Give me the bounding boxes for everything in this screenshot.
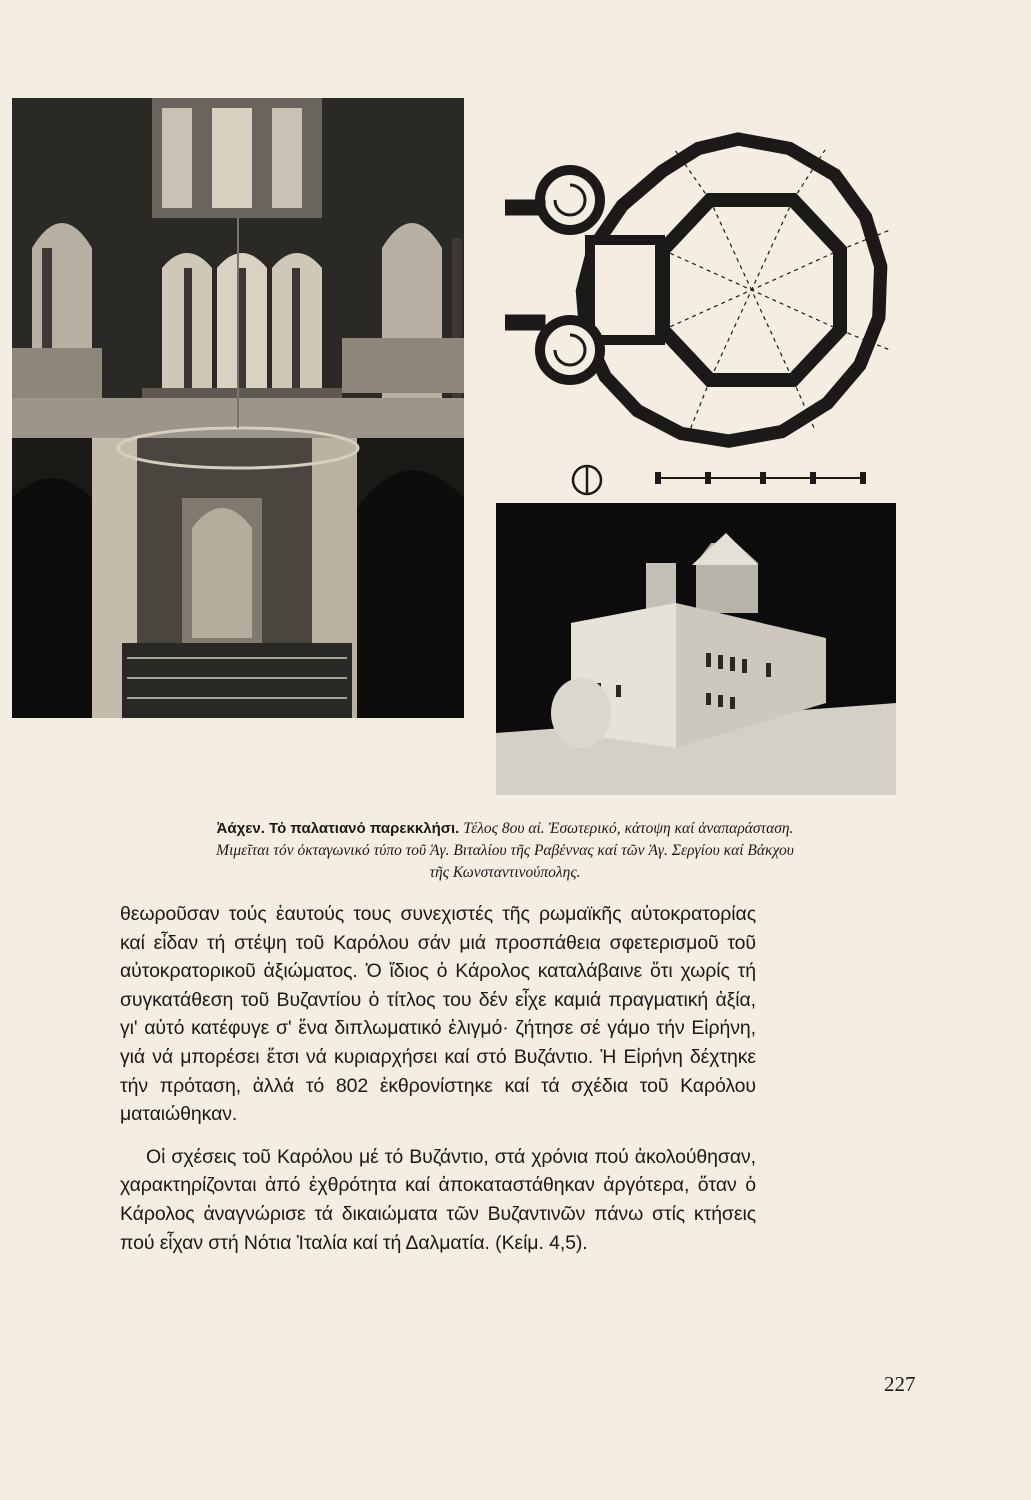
paragraph-2: Οἱ σχέσεις τοῦ Καρόλου μέ τό Βυζάντιο, στά χρόνια πού ἀκολούθησαν, χαρακτηρίζονται ἀπό ἐχθρότητα καί ἀποκαταστάθηκαν ἀργότερα, ὅταν ὁ Κάρολος ἀναγνώρισε τά δικαιώματα τῶν Βυζαντινῶν πάνω στίς κτήσεις πού εἶχαν στή Νότια Ἰταλία καί τή Δαλματία. (Κείμ. 4,5). <box>120 1145 756 1254</box>
page-number: 227 <box>884 1372 916 1396</box>
caption-line-3: τῆς Κωνσταντινούπολης. <box>429 864 581 881</box>
body-text <box>120 900 756 1257</box>
caption-line-1-rest: Τέλος 8ου αἰ. Ἐσωτερικό, κάτοψη καί ἀναπαράσταση. <box>463 820 794 837</box>
caption-line-2: Μιμεῖται τόν ὀκταγωνικό τύπο τοῦ Ἁγ. Βιταλίου τῆς Ραβέννας καί τῶν Ἁγ. Σεργίου καί Βάκχου <box>216 842 794 859</box>
figure-caption <box>120 818 890 884</box>
caption-line-1 <box>120 818 890 840</box>
caption-title: Ἀάχεν. Τό παλατιανό παρεκκλήσι. <box>216 820 460 837</box>
paragraph-1: θεωροῦσαν τούς ἑαυτούς τους συνεχιστές τῆς ρωμαϊκῆς αὐτοκρατορίας καί εἶδαν τή στέψη τοῦ Καρόλου σάν μιά προσπάθεια σφετερισμοῦ τοῦ αὐτοκρατορικοῦ ἀξιώματος. Ὁ ἴδιος ὁ Κάρολος καταλάβαινε ὅτι χωρίς τή συγκατάθεση τοῦ Βυζαντίου ὁ τίτλος του δέν εἶχε καμιά πραγματική ἀξία, γι' αὐτό κατέφυγε σ' ἕνα διπλωματικό ἑλιγμό· ζήτησε σέ γάμο τήν Εἰρήνη, γιά νά μπορέσει ἔτσι νά κυριαρχήσει καί στό Βυζάντιο. Ἡ Εἰρήνη δέχτηκε τήν πρόταση, ἀλλά τό 802 ἐκθρονίστηκε καί τά σχέδια τοῦ Καρόλου ματαιώθηκαν. <box>120 903 756 1126</box>
floor-plan <box>505 100 910 500</box>
model-photo <box>496 503 896 795</box>
interior-photo <box>12 98 464 718</box>
